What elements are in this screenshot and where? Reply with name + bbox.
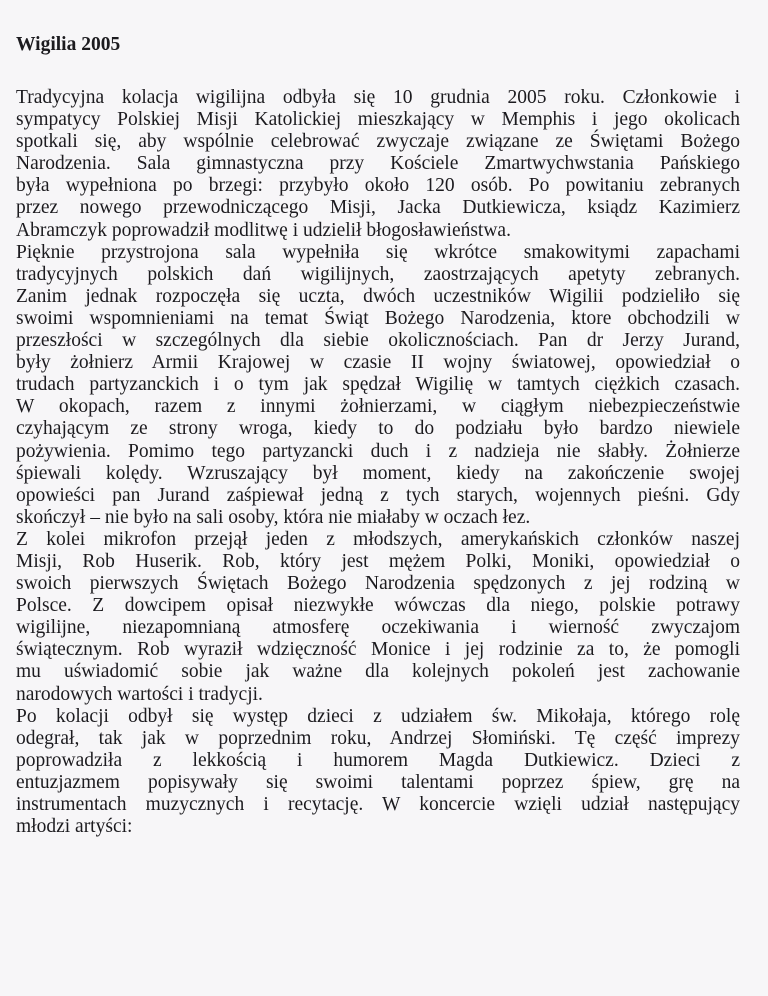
text-line: entuzjazmem popisywały się swoimi talentami poprzez śpiew, grę na <box>16 771 740 793</box>
text-line: świątecznym. Rob wyraził wdzięczność Monice i jej rodzinie za to, że pomogli <box>16 639 740 661</box>
text-line: Po kolacji odbył się występ dzieci z udziałem św. Mikołaja, którego rolę <box>16 705 740 727</box>
text-line: Misji, Rob Huserik. Rob, który jest mężem Polki, Moniki, opowiedział o <box>16 550 740 572</box>
text-line: Polsce. Z dowcipem opisał niezwykłe wówczas dla niego, polskie potrawy <box>16 595 740 617</box>
text-line: była wypełniona po brzegi: przybyło około 120 osób. Po powitaniu zebranych <box>16 175 740 197</box>
text-line: Pięknie przystrojona sala wypełniła się wkrótce smakowitymi zapachami <box>16 241 740 263</box>
text-line: Abramczyk poprowadził modlitwę i udzielił błogosławieństwa. <box>16 219 511 241</box>
text-line: Tradycyjna kolacja wigilijna odbyła się 10 grudnia 2005 roku. Członkowie i <box>16 87 740 108</box>
text-line: mu uświadomić sobie jak ważne dla kolejnych pokoleń jest zachowanie <box>16 661 740 683</box>
document-body <box>16 87 740 838</box>
text-line: Z kolei mikrofon przejął jeden z młodszych, amerykańskich członków naszej <box>16 528 740 550</box>
text-line: czyhającym ze strony wroga, kiedy to do podziału było bardzo niewiele <box>16 418 740 440</box>
text-line: Zanim jednak rozpoczęła się uczta, dwóch uczestników Wigilii podzieliło się <box>16 285 740 307</box>
text-line: trudach partyzanckich i o tym jak spędzał Wigilię w tamtych ciężkich czasach. <box>16 374 740 396</box>
text-line: spotkali się, aby wspólnie celebrować zwyczaje związane ze Świętami Bożego <box>16 131 740 153</box>
text-line: swoimi wspomnieniami na temat Świąt Bożego Narodzenia, ktore obchodzili w <box>16 307 740 329</box>
text-line: były żołnierz Armii Krajowej w czasie II wojny światowej, opowiedział o <box>16 352 740 374</box>
text-line: narodowych wartości i tradycji. <box>16 683 263 705</box>
document-title: Wigilia 2005 <box>16 34 121 55</box>
text-line: opowieści pan Jurand zaśpiewał jedną z tych starych, wojennych pieśni. Gdy <box>16 484 740 506</box>
text-line: Narodzenia. Sala gimnastyczna przy Kościele Zmartwychwstania Pańskiego <box>16 153 740 175</box>
text-line: poprowadziła z lekkością i humorem Magda Dutkiewicz. Dzieci z <box>16 749 740 771</box>
text-line: W okopach, razem z innymi żołnierzami, w ciągłym niebezpieczeństwie <box>16 396 740 418</box>
text-line: wigilijne, niezapomnianą atmosferę oczekiwania i wierność zwyczajom <box>16 617 740 639</box>
text-line: instrumentach muzycznych i recytację. W koncercie wzięli udział następujący <box>16 794 740 815</box>
text-line: tradycyjnych polskich dań wigilijnych, zaostrzających apetyty zebranych. <box>16 263 740 285</box>
text-line: swoich pierwszych Świętach Bożego Narodzenia spędzonych z jej rodziną w <box>16 573 740 595</box>
text-line: przez nowego przewodniczącego Misji, Jacka Dutkiewicza, ksiądz Kazimierz <box>16 197 740 219</box>
text-line: młodzi artyści: <box>16 816 133 838</box>
text-line: śpiewali kolędy. Wzruszający był moment, kiedy na zakończenie swojej <box>16 462 740 484</box>
text-line: odegrał, tak jak w poprzednim roku, Andrzej Słomiński. Tę część imprezy <box>16 727 740 749</box>
text-line: przeszłości w szczególnych dla siebie okolicznościach. Pan dr Jerzy Jurand, <box>16 330 740 352</box>
text-line: sympatycy Polskiej Misji Katolickiej mieszkający w Memphis i jego okolicach <box>16 109 740 131</box>
text-line: pożywienia. Pomimo tego partyzancki duch i z nadzieja nie słabły. Żołnierze <box>16 440 740 462</box>
text-line: skończył – nie było na sali osoby, która nie miałaby w oczach łez. <box>16 506 531 528</box>
